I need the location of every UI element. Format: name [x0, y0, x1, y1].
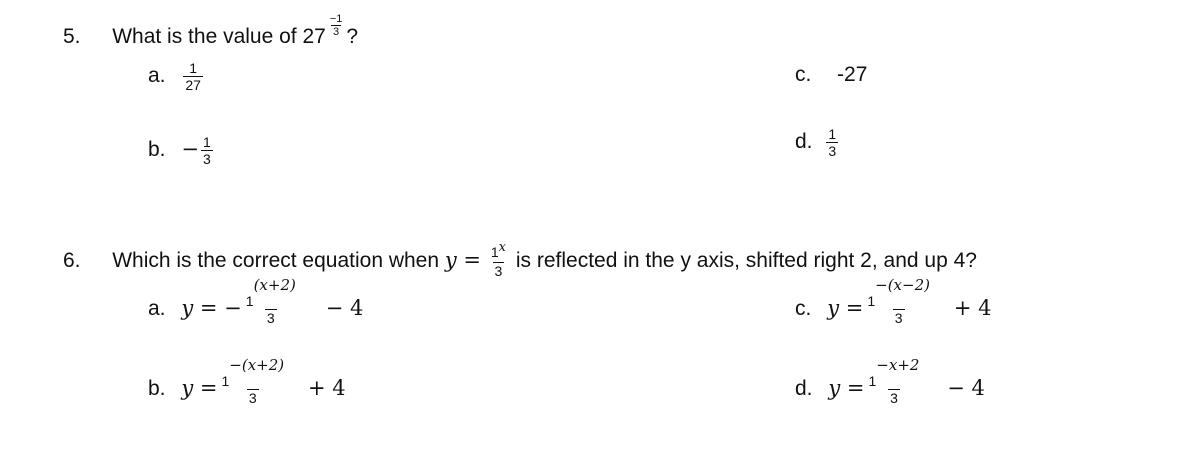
- base-fraction: $\frac{1x}{3}$: [490, 240, 507, 279]
- option-label: c.: [795, 297, 812, 321]
- question-mark: ?: [346, 25, 359, 48]
- question-text-cont: is reflected in the y axis, shifted right 2, and up 4?: [515, 249, 977, 273]
- option-lhs: y =: [827, 296, 864, 321]
- option-5b[interactable]: [148, 134, 215, 167]
- question-5: [63, 12, 359, 50]
- option-5d[interactable]: [795, 126, 840, 159]
- option-label: b.: [148, 377, 166, 401]
- option-tail: − 4: [947, 376, 985, 401]
- option-fraction: $\frac{1-x+2}{3}$: [868, 356, 920, 406]
- option-value: -27: [837, 63, 868, 86]
- question-6: [63, 240, 977, 279]
- option-6b[interactable]: [148, 356, 346, 406]
- option-5c[interactable]: [795, 62, 867, 88]
- option-lhs: y =: [181, 376, 218, 401]
- option-lhs: y = −: [181, 296, 242, 321]
- option-label: c.: [795, 63, 812, 86]
- equation-lhs: y =: [444, 248, 482, 273]
- option-fraction: $\frac{1}{27}$: [185, 60, 201, 93]
- option-label: a.: [148, 297, 166, 321]
- option-5a[interactable]: [148, 60, 205, 93]
- minus-sign: −: [181, 137, 199, 162]
- option-6c[interactable]: [795, 276, 992, 326]
- option-6a[interactable]: [148, 276, 364, 326]
- option-fraction: $\frac{1-(x+2)}{3}$: [221, 356, 285, 406]
- question-number: 5.: [63, 25, 81, 48]
- question-number: 6.: [63, 249, 81, 273]
- option-fraction: $\frac{1(x+2)}{3}$: [245, 276, 296, 326]
- exponent-fraction: $\frac{-1}{3}$: [329, 12, 343, 38]
- question-text: Which is the correct equation when: [112, 249, 440, 273]
- option-fraction: $\frac{1}{3}$: [202, 134, 211, 167]
- question-text: What is the value of 27: [112, 25, 326, 48]
- option-label: a.: [148, 64, 166, 88]
- option-tail: + 4: [953, 296, 992, 321]
- option-label: d.: [795, 377, 813, 401]
- option-fraction: $\frac{1-(x-2)}{3}$: [867, 276, 930, 326]
- option-6d[interactable]: [795, 356, 985, 406]
- option-fraction: $\frac{1}{3}$: [828, 126, 837, 159]
- option-tail: − 4: [325, 296, 364, 321]
- option-lhs: y =: [828, 376, 865, 401]
- option-label: b.: [148, 138, 166, 162]
- option-tail: + 4: [307, 376, 346, 401]
- option-label: d.: [795, 130, 813, 154]
